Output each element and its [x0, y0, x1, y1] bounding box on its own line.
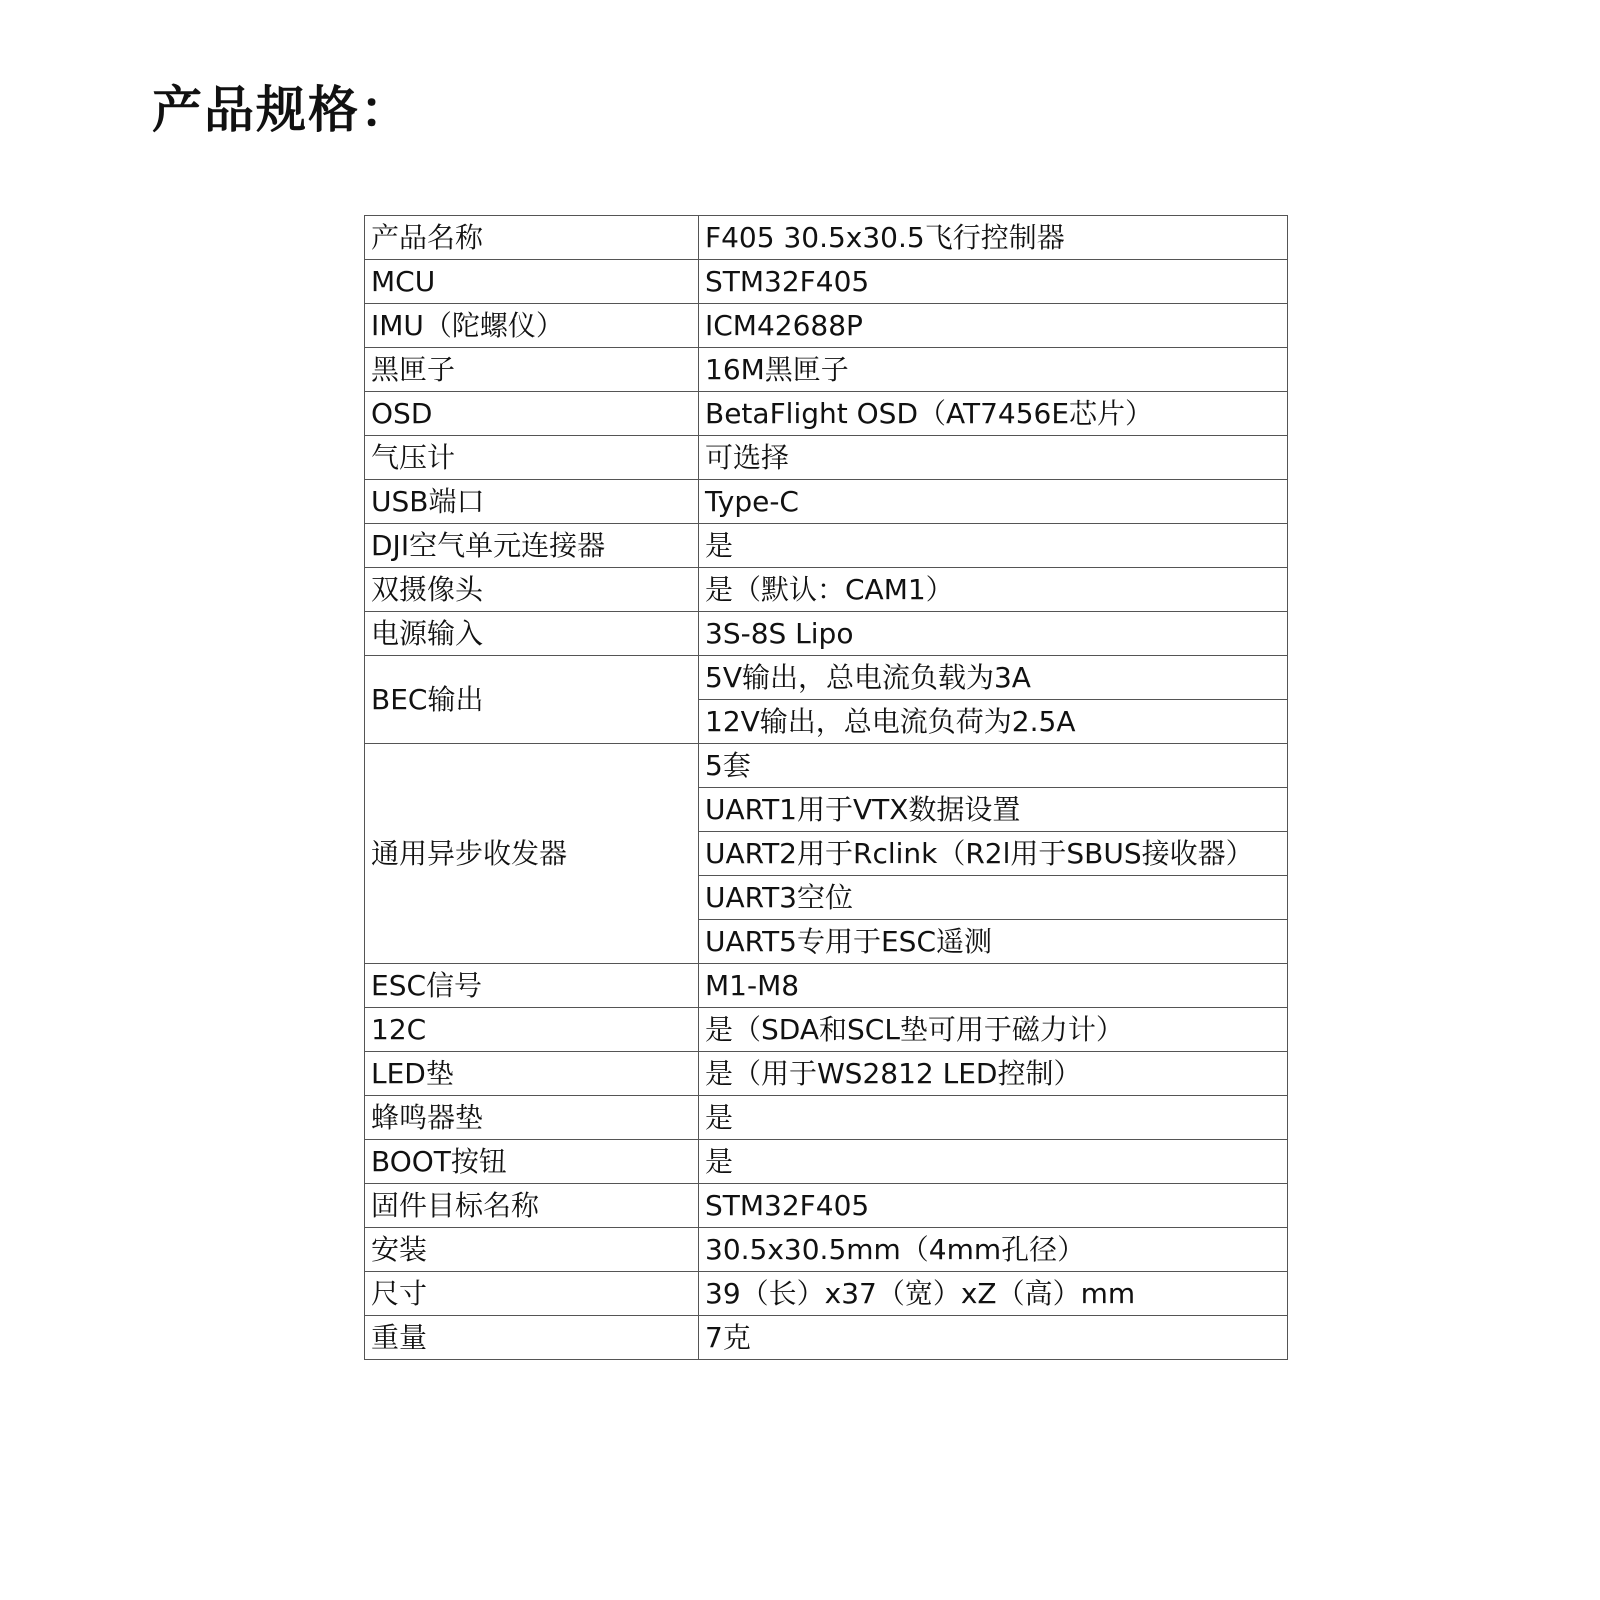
table-row — [365, 1228, 1288, 1272]
table-row — [365, 612, 1288, 656]
table-row — [365, 744, 1288, 788]
spec-value: 是（默认：CAM1） — [699, 568, 1288, 612]
table-row — [365, 1008, 1288, 1052]
table-row — [365, 1184, 1288, 1228]
spec-value: ICM42688P — [699, 304, 1288, 348]
spec-value: UART5专用于ESC遥测 — [699, 920, 1288, 964]
spec-label: 安装 — [365, 1228, 699, 1272]
table-row — [365, 480, 1288, 524]
spec-label: ESC信号 — [365, 964, 699, 1008]
spec-label: BOOT按钮 — [365, 1140, 699, 1184]
spec-label: 蜂鸣器垫 — [365, 1096, 699, 1140]
spec-value: 是 — [699, 524, 1288, 568]
spec-value: STM32F405 — [699, 260, 1288, 304]
spec-value: M1-M8 — [699, 964, 1288, 1008]
spec-value: 5套 — [699, 744, 1288, 788]
spec-label: 固件目标名称 — [365, 1184, 699, 1228]
table-row — [365, 524, 1288, 568]
spec-label: LED垫 — [365, 1052, 699, 1096]
spec-value: F405 30.5x30.5飞行控制器 — [699, 216, 1288, 260]
spec-value: 可选择 — [699, 436, 1288, 480]
spec-label: 黑匣子 — [365, 348, 699, 392]
spec-value: 是（用于WS2812 LED控制） — [699, 1052, 1288, 1096]
spec-value: 12V输出，总电流负荷为2.5A — [699, 700, 1288, 744]
spec-label: USB端口 — [365, 480, 699, 524]
spec-label: BEC输出 — [365, 656, 699, 744]
spec-table — [364, 215, 1288, 1360]
spec-label: 通用异步收发器 — [365, 744, 699, 964]
table-row — [365, 1140, 1288, 1184]
spec-label: 产品名称 — [365, 216, 699, 260]
spec-label: 尺寸 — [365, 1272, 699, 1316]
spec-label: OSD — [365, 392, 699, 436]
spec-value: 3S-8S Lipo — [699, 612, 1288, 656]
table-row — [365, 304, 1288, 348]
spec-value: 30.5x30.5mm（4mm孔径） — [699, 1228, 1288, 1272]
spec-label: 气压计 — [365, 436, 699, 480]
spec-value: 7克 — [699, 1316, 1288, 1360]
spec-value: 是 — [699, 1140, 1288, 1184]
spec-label: 电源输入 — [365, 612, 699, 656]
spec-label: 12C — [365, 1008, 699, 1052]
table-row — [365, 1052, 1288, 1096]
page-title: 产品规格： — [152, 81, 412, 139]
spec-table-body — [365, 216, 1288, 1360]
spec-value: UART1用于VTX数据设置 — [699, 788, 1288, 832]
table-row — [365, 392, 1288, 436]
spec-value: UART3空位 — [699, 876, 1288, 920]
table-row — [365, 436, 1288, 480]
table-row — [365, 348, 1288, 392]
table-row — [365, 568, 1288, 612]
spec-label: IMU（陀螺仪） — [365, 304, 699, 348]
spec-value: STM32F405 — [699, 1184, 1288, 1228]
spec-label: 重量 — [365, 1316, 699, 1360]
table-row — [365, 1272, 1288, 1316]
spec-value: Type-C — [699, 480, 1288, 524]
spec-value: 16M黑匣子 — [699, 348, 1288, 392]
spec-label: 双摄像头 — [365, 568, 699, 612]
spec-value: BetaFlight OSD（AT7456E芯片） — [699, 392, 1288, 436]
table-row — [365, 260, 1288, 304]
table-row — [365, 964, 1288, 1008]
spec-value: 5V输出，总电流负载为3A — [699, 656, 1288, 700]
spec-label: DJI空气单元连接器 — [365, 524, 699, 568]
spec-value: 是 — [699, 1096, 1288, 1140]
table-row — [365, 216, 1288, 260]
spec-value: UART2用于Rclink（R2l用于SBUS接收器） — [699, 832, 1288, 876]
table-row — [365, 1316, 1288, 1360]
spec-value: 39（长）x37（宽）xZ（高）mm — [699, 1272, 1288, 1316]
table-row — [365, 1096, 1288, 1140]
spec-label: MCU — [365, 260, 699, 304]
spec-value: 是（SDA和SCL垫可用于磁力计） — [699, 1008, 1288, 1052]
table-row — [365, 656, 1288, 700]
